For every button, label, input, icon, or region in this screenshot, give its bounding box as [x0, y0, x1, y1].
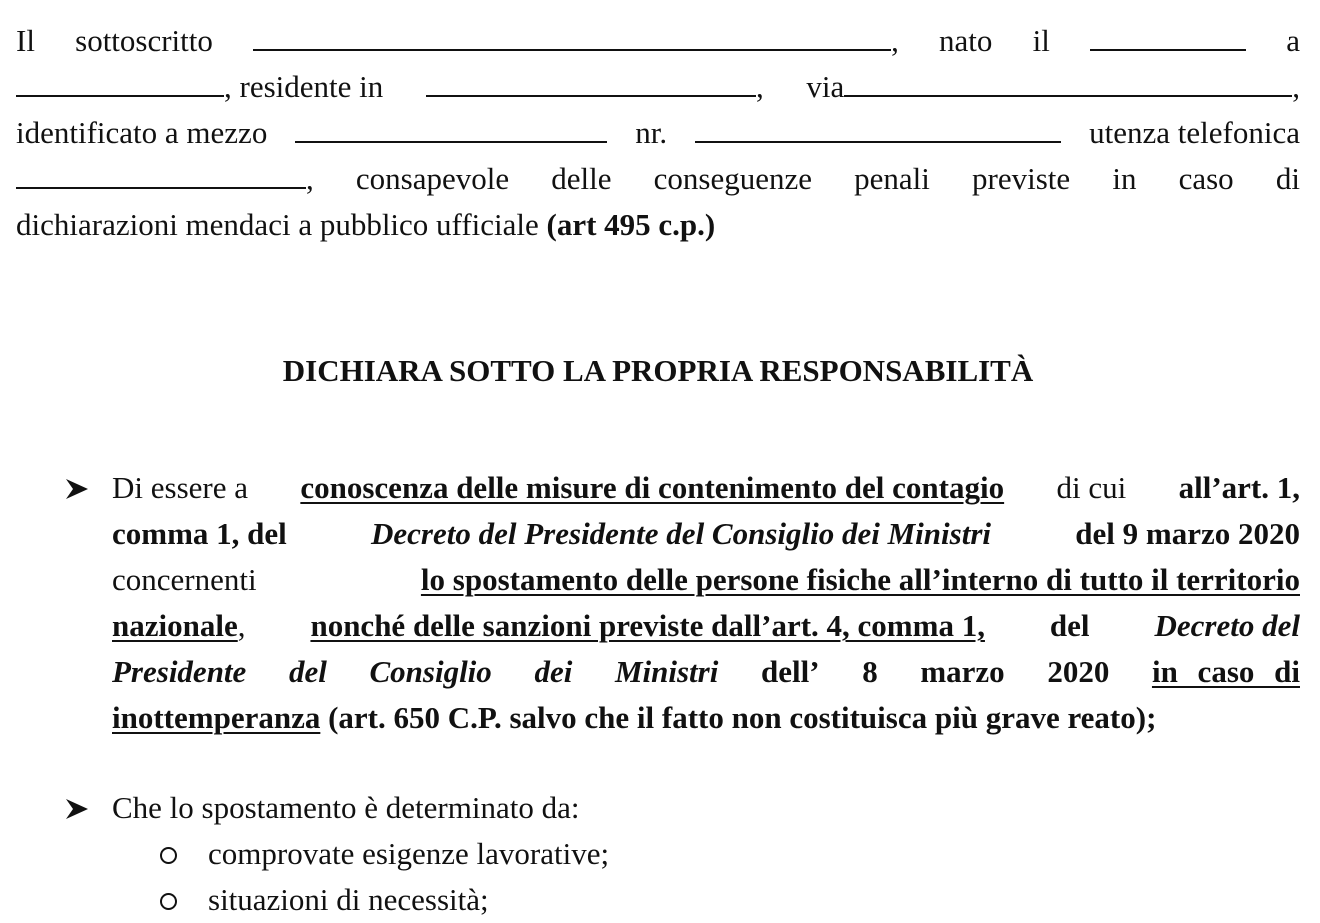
residence-blank[interactable]: [426, 71, 756, 97]
circle-bullet-icon: [160, 893, 177, 910]
text: di cui: [1056, 470, 1127, 505]
birthplace-blank[interactable]: [16, 71, 224, 97]
residence-blank-group: ,: [426, 64, 764, 110]
bold-text: (art. 650 C.P. salvo che il fatto non costituisca più grave reato);: [328, 700, 1157, 735]
bold-text: all’art. 1,: [1178, 470, 1300, 505]
intro-line-3: [16, 110, 1300, 156]
bold-text: comma 1, del: [112, 516, 287, 551]
list-item[interactable]: [160, 831, 1160, 877]
phone-blank[interactable]: [16, 163, 306, 189]
text: concernenti: [112, 562, 257, 597]
reason-options-list: [160, 831, 1160, 923]
intro-line-1: [16, 18, 1300, 64]
underlined-bold-text: lo spostamento delle persone fisiche all’interno di tutto il territorio: [420, 562, 1300, 597]
word: conseguenze: [653, 161, 813, 196]
underlined-bold-text: nonché delle sanzioni previste dall’art. 4, comma 1,: [310, 608, 985, 643]
bullet1-line-1: [112, 465, 1300, 511]
words: dichiarazioni mendaci a pubblico ufficiale: [16, 207, 539, 242]
decree-title: del: [288, 654, 327, 689]
intro-line-5: [16, 202, 1300, 248]
bold-text: 2020: [1047, 654, 1110, 689]
word: caso: [1178, 161, 1234, 196]
word: nr.: [635, 115, 668, 150]
street-blank-group: via ,: [806, 69, 1300, 104]
name-blank-group: ,: [253, 18, 899, 64]
intro-line-2: [16, 64, 1300, 110]
underlined-bold-text: in caso di: [1151, 654, 1300, 689]
birthplace-blank-group: , residente in: [16, 64, 383, 110]
name-blank[interactable]: [253, 25, 891, 51]
arrowhead-bullet-icon: [64, 477, 90, 501]
decree-title: Decreto del Presidente del Consiglio dei Ministri: [371, 516, 992, 551]
word: previste: [972, 161, 1071, 196]
group: nazionale,: [112, 608, 246, 643]
bold-text: del: [1049, 608, 1090, 643]
decree-title: Presidente: [112, 654, 247, 689]
word: nato: [939, 23, 993, 58]
bullet1-line-2: [112, 511, 1300, 557]
word: penali: [854, 161, 930, 196]
law-reference: (art 495 c.p.): [546, 207, 716, 242]
bullet1-line-4: [112, 603, 1300, 649]
phone-blank-group: ,: [16, 156, 314, 202]
street-blank[interactable]: [844, 71, 1292, 97]
arrowhead-bullet-icon: [64, 797, 90, 821]
bold-text: 8: [862, 654, 878, 689]
text: Di essere a: [112, 470, 248, 505]
declarant-paragraph: [16, 18, 1300, 248]
bullet1-line-5: [112, 649, 1300, 695]
intro-line-4: [16, 156, 1300, 202]
circle-bullet-icon: [160, 847, 177, 864]
bullet1-line-3: [112, 557, 1300, 603]
words: utenza telefonica: [1089, 115, 1300, 150]
word: Il: [16, 23, 35, 58]
word: di: [1275, 161, 1300, 196]
underlined-bold-text: inottemperanza: [112, 700, 321, 735]
decree-title: Ministri: [614, 654, 719, 689]
bold-text: dell’: [760, 654, 820, 689]
birth-date-blank[interactable]: [1090, 25, 1246, 51]
bullet-text: Che lo spostamento è determinato da:: [112, 790, 580, 825]
bullet1-line-6: [112, 695, 1300, 741]
decree-title: Decreto del: [1154, 608, 1300, 643]
bullet-text: [112, 465, 1300, 741]
list-item-label: comprovate esigenze lavorative;: [208, 836, 610, 871]
bold-text: marzo: [920, 654, 1005, 689]
word: sottoscritto: [75, 23, 213, 58]
word: in: [1112, 161, 1137, 196]
words: identificato a mezzo: [16, 115, 268, 150]
underlined-bold-text: conoscenza delle misure di contenimento del contagio: [300, 470, 1005, 505]
id-number-blank[interactable]: [695, 117, 1061, 143]
word: il: [1032, 23, 1050, 58]
word: consapevole: [355, 161, 510, 196]
decree-title: Consiglio: [369, 654, 492, 689]
declaration-heading: DICHIARA SOTTO LA PROPRIA RESPONSABILITÀ: [282, 353, 1034, 388]
word: delle: [551, 161, 612, 196]
decree-title: dei: [534, 654, 573, 689]
list-item-label: situazioni di necessità;: [208, 882, 489, 917]
bold-text: del 9 marzo 2020: [1075, 516, 1300, 551]
word: a: [1286, 23, 1300, 58]
id-document-blank[interactable]: [295, 117, 607, 143]
list-item[interactable]: [160, 877, 1160, 923]
